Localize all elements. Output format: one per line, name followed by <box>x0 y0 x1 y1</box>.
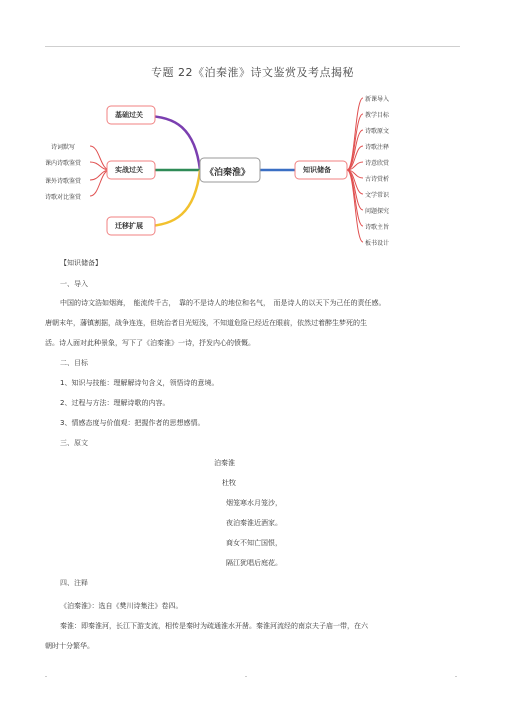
node-knowledge: 知识储备 <box>303 166 331 174</box>
footer-mark-mid <box>245 676 247 677</box>
leaf-right-10: 板书设计 <box>365 240 390 247</box>
leaf-right-8: 问题探究 <box>365 208 390 215</box>
leaf-left-4: 诗歌对比鉴赏 <box>45 194 82 201</box>
node-extension: 迁移扩展 <box>115 222 143 230</box>
leaf-left-2: 课内诗歌鉴赏 <box>45 160 82 167</box>
leaf-left-1: 诗词默写 <box>51 144 76 151</box>
poem-line-4: 隔江犹唱后庭花。 <box>226 559 282 567</box>
poem-line-2: 夜泊秦淮近酒家。 <box>226 519 282 527</box>
header-rule <box>45 46 460 47</box>
section-header: 【知识储备】 <box>60 259 102 267</box>
leaf-right-4: 诗歌注释 <box>365 144 390 151</box>
poem-line-3: 商女不知亡国恨， <box>226 539 282 547</box>
leaf-right-6: 古诗赏析 <box>365 176 390 183</box>
leaf-right-3: 诗歌原文 <box>365 128 390 135</box>
note-2-line-1: 秦淮：即秦淮河，长江下游支流，相传是秦时为疏通淮水开凿。秦淮河流经的南京夫子庙一带，在六 <box>60 622 368 630</box>
node-practice: 实战过关 <box>115 166 143 174</box>
note-1: 《泊秦淮》：选自《樊川诗集注》卷四。 <box>60 602 183 610</box>
s2-item-1: 1、知识与技能：理解解诗句含义，领悟诗的意境。 <box>60 379 219 387</box>
mind-map <box>45 88 420 250</box>
s1-line-2: 唐朝末年，藩镇割据，战争连连，但统治者目光短浅，不知道危险已经近在眼前，依然过着醉生梦死的生 <box>45 319 367 327</box>
node-basic: 基础过关 <box>115 111 143 119</box>
section-2-title: 二、目标 <box>60 359 88 367</box>
poem-author: 杜牧 <box>222 479 236 487</box>
leaf-right-2: 教学目标 <box>365 112 390 119</box>
leaf-right-5: 诗意欣赏 <box>365 160 390 167</box>
leaf-right-7: 文学常识 <box>365 192 390 199</box>
section-3-title: 三、原文 <box>60 439 88 447</box>
leaf-right-1: 新课导入 <box>365 96 390 103</box>
leaf-left-3: 课外诗歌鉴赏 <box>45 178 82 185</box>
footer-mark-right <box>455 676 457 677</box>
page-title: 专题 22《泊秦淮》诗文鉴赏及考点揭秘 <box>151 66 354 79</box>
section-1-title: 一、导入 <box>60 280 88 288</box>
poem-line-1: 烟笼寒水月笼沙， <box>226 499 282 507</box>
poem-title: 泊秦淮 <box>214 459 235 467</box>
footer-mark-left <box>45 676 47 677</box>
section-4-title: 四、注释 <box>60 579 88 587</box>
s2-item-2: 2、过程与方法：理解诗歌的内容。 <box>60 399 170 407</box>
leaf-right-9: 诗歌主旨 <box>365 224 390 231</box>
s1-line-3: 活。诗人面对此种景象，写下了《泊秦淮》一诗，抒发内心的愤慨。 <box>45 339 255 347</box>
s1-line-1: 中国的诗文浩如烟海， 能流传千古， 靠的不是诗人的地位和名气， 而是诗人的以天下为己任的责任感。 <box>60 299 386 307</box>
note-2-line-2: 朝时十分繁华。 <box>45 642 94 650</box>
node-center: 《泊秦淮》 <box>205 168 251 178</box>
s2-item-3: 3、情感态度与价值观：把握作者的思想感情。 <box>60 419 205 427</box>
